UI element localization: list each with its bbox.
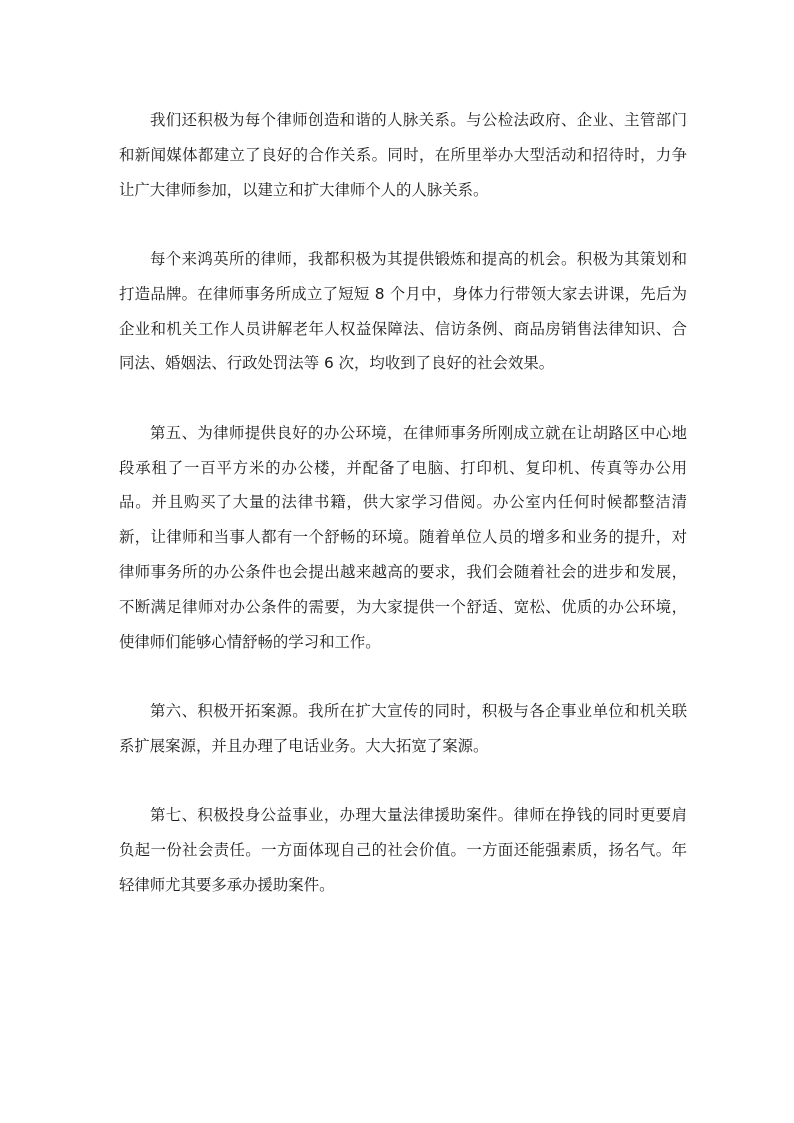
paragraph-office-environment: 第五、为律师提供良好的办公环境，在律师事务所刚成立就在让胡路区中心地段承租了一百平方米的办公楼，并配备了电脑、打印机、复印机、传真等办公用品。并且购买了大量的法律书籍，供大家学习借阅。办公室内任何时候都整洁清新，让律师和当事人都有一个舒畅的环境。随着单位人员的增多和业务的提升，对律师事务所的办公条件也会提出越来越高的要求，我们会随着社会的进步和发展，不断满足律师对办公条件的需要，为大家提供一个舒适、宽松、优质的办公环境，使律师们能够心情舒畅的学习和工作。 xyxy=(119,423,687,651)
paragraph-public-welfare: 第七、积极投身公益事业，办理大量法律援助案件。律师在挣钱的同时更要肩负起一份社会责任。一方面体现自己的社会价值。一方面还能强素质，扬名气。年轻律师尤其要多承办援助案件。 xyxy=(119,806,687,894)
paragraph-case-sources: 第六、积极开拓案源。我所在扩大宣传的同时，积极与各企事业单位和机关联系扩展案源，并且办理了电话业务。大大拓宽了案源。 xyxy=(119,701,687,755)
document-body xyxy=(119,103,687,903)
paragraph-relationships: 我们还积极为每个律师创造和谐的人脉关系。与公检法政府、企业、主管部门和新闻媒体都建立了良好的合作关系。同时，在所里举办大型活动和招待时，力争让广大律师参加，以建立和扩大律师个人的人脉关系。 xyxy=(119,111,687,199)
paragraph-training-opportunities: 每个来鸿英所的律师，我都积极为其提供锻炼和提高的机会。积极为其策划和打造品牌。在律师事务所成立了短短 8 个月中，身体力行带领大家去讲课，先后为企业和机关工作人员讲解老年人权益保障法、信访条例、商品房销售法律知识、合同法、婚姻法、行政处罚法等 6 次，均收到了良好的社会效果。 xyxy=(119,249,687,373)
